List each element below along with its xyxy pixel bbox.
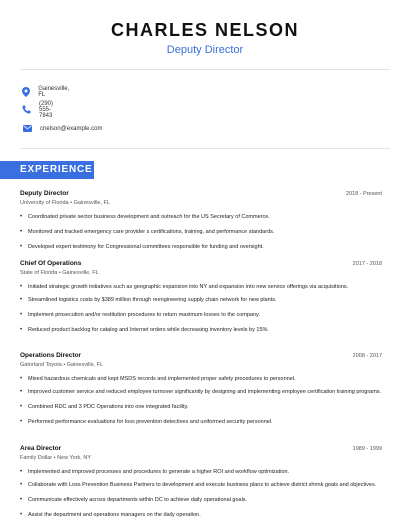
contact-phone-text: (290) 555-7843	[39, 100, 54, 119]
envelope-icon	[22, 124, 32, 134]
job-dates: 1989 - 1999	[352, 446, 382, 452]
job-bullet: • Improved customer service and reduced employee turnover significantly by designing and implementing employee certification training programs.	[20, 389, 382, 396]
job-bullet: • Implement prosecution and/or restitution procedures to return maximum losses to the company.	[20, 312, 382, 319]
person-name: CHARLES NELSON	[110, 20, 299, 40]
job-organization: University of Florida • Gainesville, FL	[20, 200, 110, 206]
job-role: Chief Of Operations	[20, 260, 82, 267]
job-bullets	[20, 376, 382, 426]
job-bullets	[20, 284, 382, 334]
person-title: Deputy Director	[166, 44, 244, 56]
job-dates: 2018 - Present	[345, 191, 382, 197]
contact-divider	[20, 148, 390, 149]
job-bullet: • Initiated strategic growth initiatives such as geographic expansion into NY and expansion into new service offerings via acquisitions.	[20, 284, 382, 291]
job-entry	[20, 260, 382, 334]
job-role: Operations Director	[20, 352, 82, 359]
contact-location-text: Gainesville, FL	[38, 85, 70, 98]
job-entry	[20, 352, 382, 426]
job-bullet: • Collaborate with Loss Prevention Business Partners to development and execute business plans to achieve district shrink goals and objectives.	[20, 482, 382, 489]
job-bullet: • Performed performance evaluations for loss prevention detectives and uniformed security personnel.	[20, 419, 382, 426]
job-bullets	[20, 469, 382, 519]
contact-location	[22, 82, 71, 101]
job-bullet: • Reduced product backlog for catalog and Internet orders while decreasing inventory levels by 15%.	[20, 327, 382, 334]
header-divider	[20, 69, 390, 70]
job-bullet: • Communicate effectively across departments within DC to achieve daily operational goals.	[20, 497, 382, 504]
job-bullet: • Mixed hazardous chemicals and kept MSDS records and implemented proper safety procedures to personnel.	[20, 376, 382, 383]
job-role: Deputy Director	[20, 190, 69, 197]
contact-email-text: cnelson@example.com	[40, 125, 103, 132]
job-dates: 2008 - 2017	[352, 353, 382, 359]
job-organization: Family Dollar • New York, NY	[20, 455, 92, 461]
job-bullet: • Implemented and improved processes and procedures to generate a higher ROI and workflow optimization.	[20, 469, 382, 476]
job-bullet: • Streamlined logistics costs by $389 million through reengineering supply chain network for new plants.	[20, 297, 382, 304]
contact-phone	[22, 100, 54, 119]
phone-icon	[22, 105, 31, 115]
job-dates: 2017 - 2018	[352, 261, 382, 267]
contact-email	[22, 119, 102, 138]
job-bullet: • Developed expert testimony for Congressional committees responsible for funding and oversight.	[20, 244, 382, 251]
job-entry	[20, 445, 382, 519]
map-pin-icon	[22, 87, 30, 97]
job-bullets	[20, 214, 382, 251]
resume-header	[0, 0, 410, 57]
experience-heading: EXPERIENCE	[0, 161, 94, 179]
job-organization: State of Florida • Gainesville, FL	[20, 270, 99, 276]
job-bullet: • Assist the department and operations managers on the daily operation.	[20, 512, 382, 519]
job-entry	[20, 190, 382, 251]
job-bullet: • Coordinated private sector business development and outreach for the US Secretary of Commerce.	[20, 214, 382, 221]
job-role: Area Director	[20, 445, 62, 452]
job-bullet: • Monitored and tracked emergency care provider s certifications, training, and performance standards.	[20, 229, 382, 236]
job-bullet: • Combined RDC and 3 PDC Operations into one integrated facility.	[20, 404, 382, 411]
job-organization: Gatorland Toyota • Gainesville, FL	[20, 362, 104, 368]
